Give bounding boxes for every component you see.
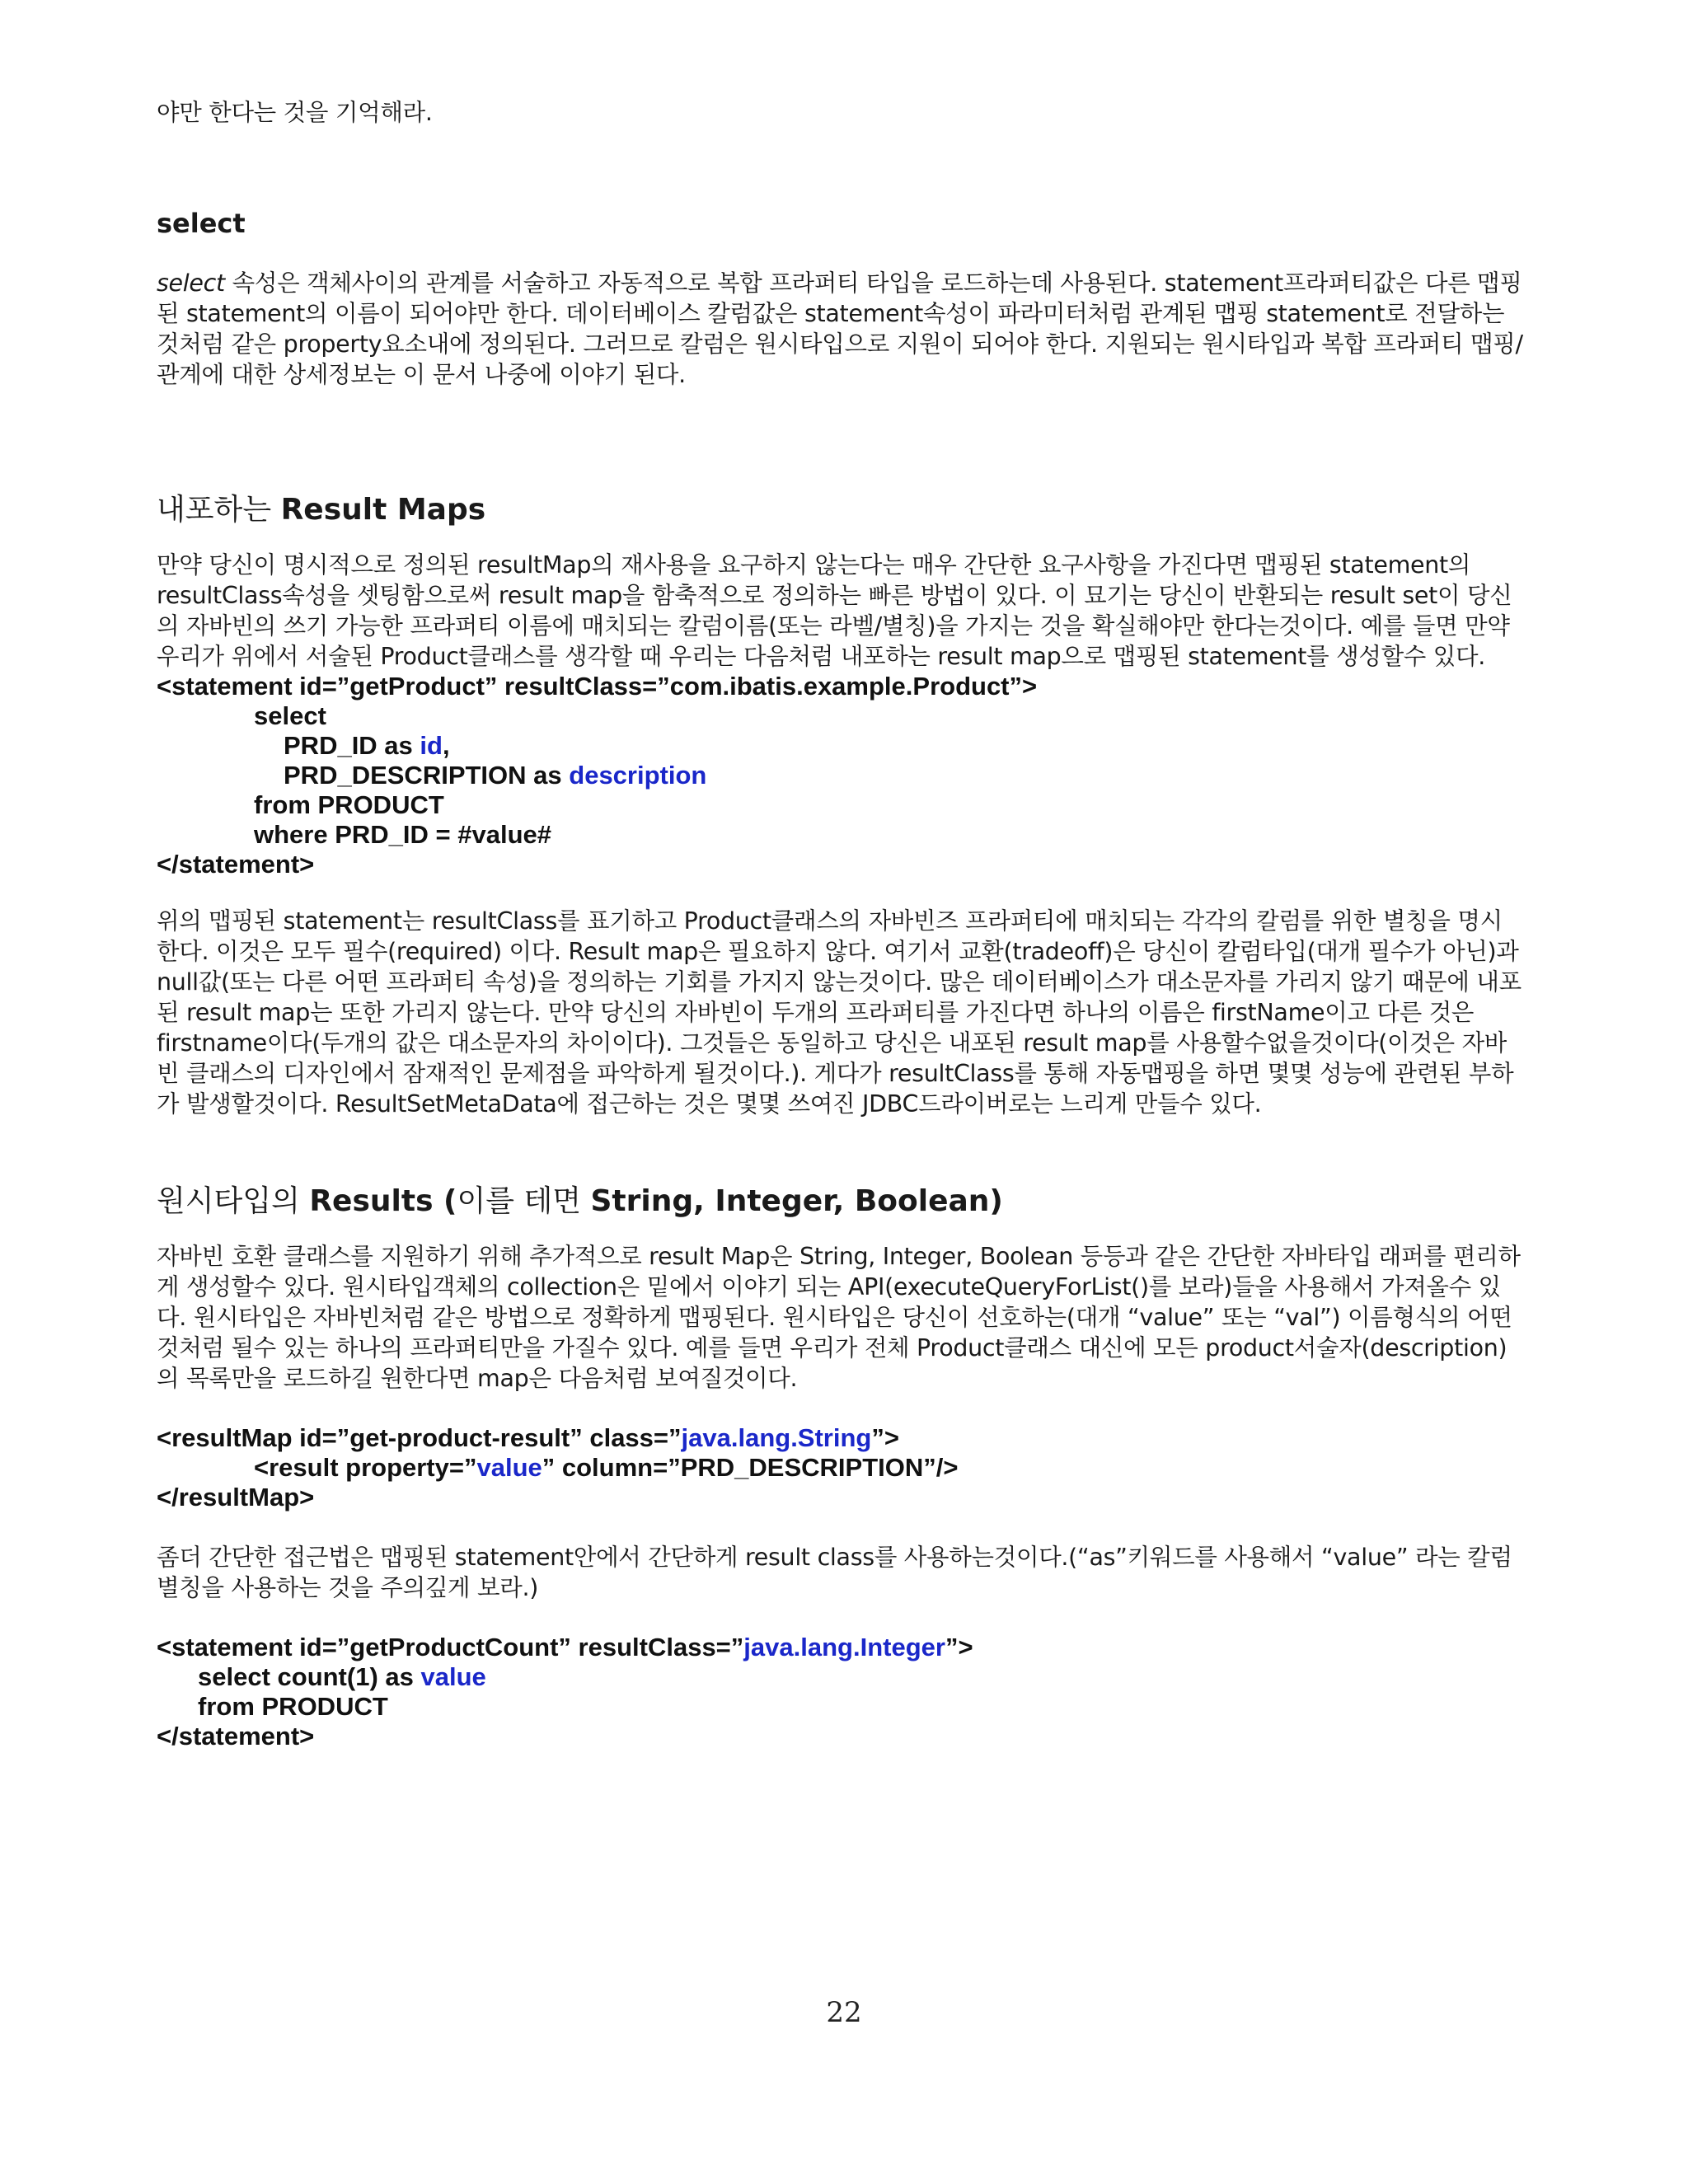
code-line: </resultMap> [157, 1483, 315, 1511]
primitive-paragraph-2: 좀더 간단한 접근법은 맵핑된 statement안에서 간단하게 result class를 사용하는것이다.(“as”키워드를 사용해서 “value” 라는 칼럼별칭을 사용하는 것을 주의깊게 보라.) [157, 1544, 1512, 1601]
code-line: </statement> [157, 850, 315, 879]
code-line: <statement id=”getProduct” resultClass=”com.ibatis.example.Product”> [157, 672, 1038, 701]
select-heading: select [157, 208, 246, 239]
code-line: from PRODUCT [254, 790, 444, 819]
code-highlight: description [569, 761, 707, 790]
code-line: PRD_ID as id, [284, 731, 450, 760]
code-line: from PRODUCT [198, 1692, 388, 1721]
primitive-paragraph-1: 자바빈 호환 클래스를 지원하기 위해 추가적으로 result Map은 String, Integer, Boolean 등등과 같은 간단한 자바타입 래퍼를 편리하게 생성할수 있다. 원시타입객체의 collection은 밑에서 이야기 되는 API(executeQueryForList()를 보라)들을 사용해서 가져올수 있다. 원시타입은 자바빈처럼 같은 방법으로 정확하게 맵핑된다. 원시타입은 당신이 선호하는(대개 “value” 또는 “val”) 이름형식의 어떤것처럼 될수 있는 하나의 프라퍼티만을 가질수 있다. 예를 들면 우리가 전체 Product클래스 대신에 모든 product서술자(description)의 목록만을 로드하길 원한다면 map은 다음처럼 보여질것이다. [157, 1243, 1521, 1392]
code-line: where PRD_ID = #value# [254, 820, 551, 849]
code-line: </statement> [157, 1722, 315, 1750]
primitive-results-heading: 원시타입의 Results (이를 테면 String, Integer, Boolean) [157, 1184, 1003, 1218]
select-paragraph [157, 268, 1525, 390]
code-highlight: value [420, 1662, 486, 1691]
code-line: <statement id=”getProductCount” resultClass=”java.lang.Integer”> [157, 1633, 973, 1661]
document-page [157, 97, 1525, 1751]
code-line: select count(1) as value [198, 1662, 486, 1691]
result-maps-paragraph-1: 만약 당신이 명시적으로 정의된 resultMap의 재사용을 요구하지 않는다는 매우 간단한 요구사항을 가진다면 맵핑된 statement의 resultClass속성을 셋팅함으로써 result map을 함축적으로 정의하는 빠른 방법이 있다. 이 묘기는 당신이 반환되는 result set이 당신의 자바빈의 쓰기 가능한 프라퍼티 이름에 매치되는 칼럼이름(또는 라벨/별칭)을 가지는 것을 확실해야만 한다는것이다. 예를 들면 만약 우리가 위에서 서술된 Product클래스를 생각할 때 우리는 다음처럼 내포하는 result map으로 맵핑된 statement를 생성할수 있다. [157, 551, 1512, 670]
intro-text: 야만 한다는 것을 기억해라. [157, 99, 433, 126]
result-maps-heading-bold: Result Maps [280, 493, 486, 527]
code-line: select [254, 701, 326, 730]
resultmap-code-block [157, 1423, 1525, 1512]
code-line: <result property=”value” column=”PRD_DESCRIPTION”/> [254, 1453, 959, 1482]
code-highlight: value [476, 1453, 542, 1482]
result-maps-paragraph-2: 위의 맵핑된 statement는 resultClass를 표기하고 Product클래스의 자바빈즈 프라퍼티에 매치되는 각각의 칼럼를 위한 별칭을 명시한다. 이것은 모두 필수(required) 이다. Result map은 필요하지 않다. 여기서 교환(tradeoff)은 당신이 칼럼타입(대개 필수가 아닌)과 null값(또는 다른 어떤 프라퍼티 속성)을 정의하는 기회를 가지지 않는것이다. 많은 데이터베이스가 대소문자를 가리지 않기 때문에 내포된 result map는 또한 가리지 않는다. 만약 당신의 자바빈이 두개의 프라퍼티를 가진다면 하나의 이름은 firstName이고 다른 것은 firstname이다(두개의 값은 대소문자의 차이이다). 그것들은 동일하고 당신은 내포된 result map를 사용할수없을것이다(이것은 자바빈 클래스의 디자인에서 잠재적인 문제점을 파악하게 될것이다.). 게다가 resultClass를 통해 자동맵핑을 하면 몇몇 성능에 관련된 부하가 발생할것이다. ResultSetMetaData에 접근하는 것은 몇몇 쓰여진 JDBC드라이버로는 느리게 만들수 있다. [157, 907, 1522, 1118]
code-highlight: java.lang.Integer [743, 1633, 945, 1661]
page-number: 22 [826, 1996, 862, 2029]
count-code-block [157, 1633, 1525, 1751]
code-highlight: id [420, 731, 443, 760]
result-maps-heading-prefix: 내포하는 [157, 493, 281, 527]
code-line: PRD_DESCRIPTION as description [284, 761, 707, 790]
select-paragraph-text: 속성은 객체사이의 관계를 서술하고 자동적으로 복합 프라퍼티 타입을 로드하는데 사용된다. statement프라퍼티값은 다른 맵핑된 statement의 이름이 되어야만 한다. 데이터베이스 칼럼값은 statement속성이 파라미터처럼 관계된 맵핑 statement로 전달하는것처럼 같은 property요소내에 정의된다. 그러므로 칼럼은 원시타입으로 지원이 되어야 한다. 지원되는 원시타입과 복합 프라퍼티 맵핑/관계에 대한 상세정보는 이 문서 나중에 이야기 된다. [157, 269, 1523, 388]
select-italic-term: select [157, 269, 225, 297]
code-line: <resultMap id=”get-product-result” class=”java.lang.String”> [157, 1423, 899, 1452]
code-highlight: java.lang.String [681, 1423, 872, 1452]
statement-code-block [157, 672, 1525, 879]
result-maps-heading [157, 492, 1525, 528]
